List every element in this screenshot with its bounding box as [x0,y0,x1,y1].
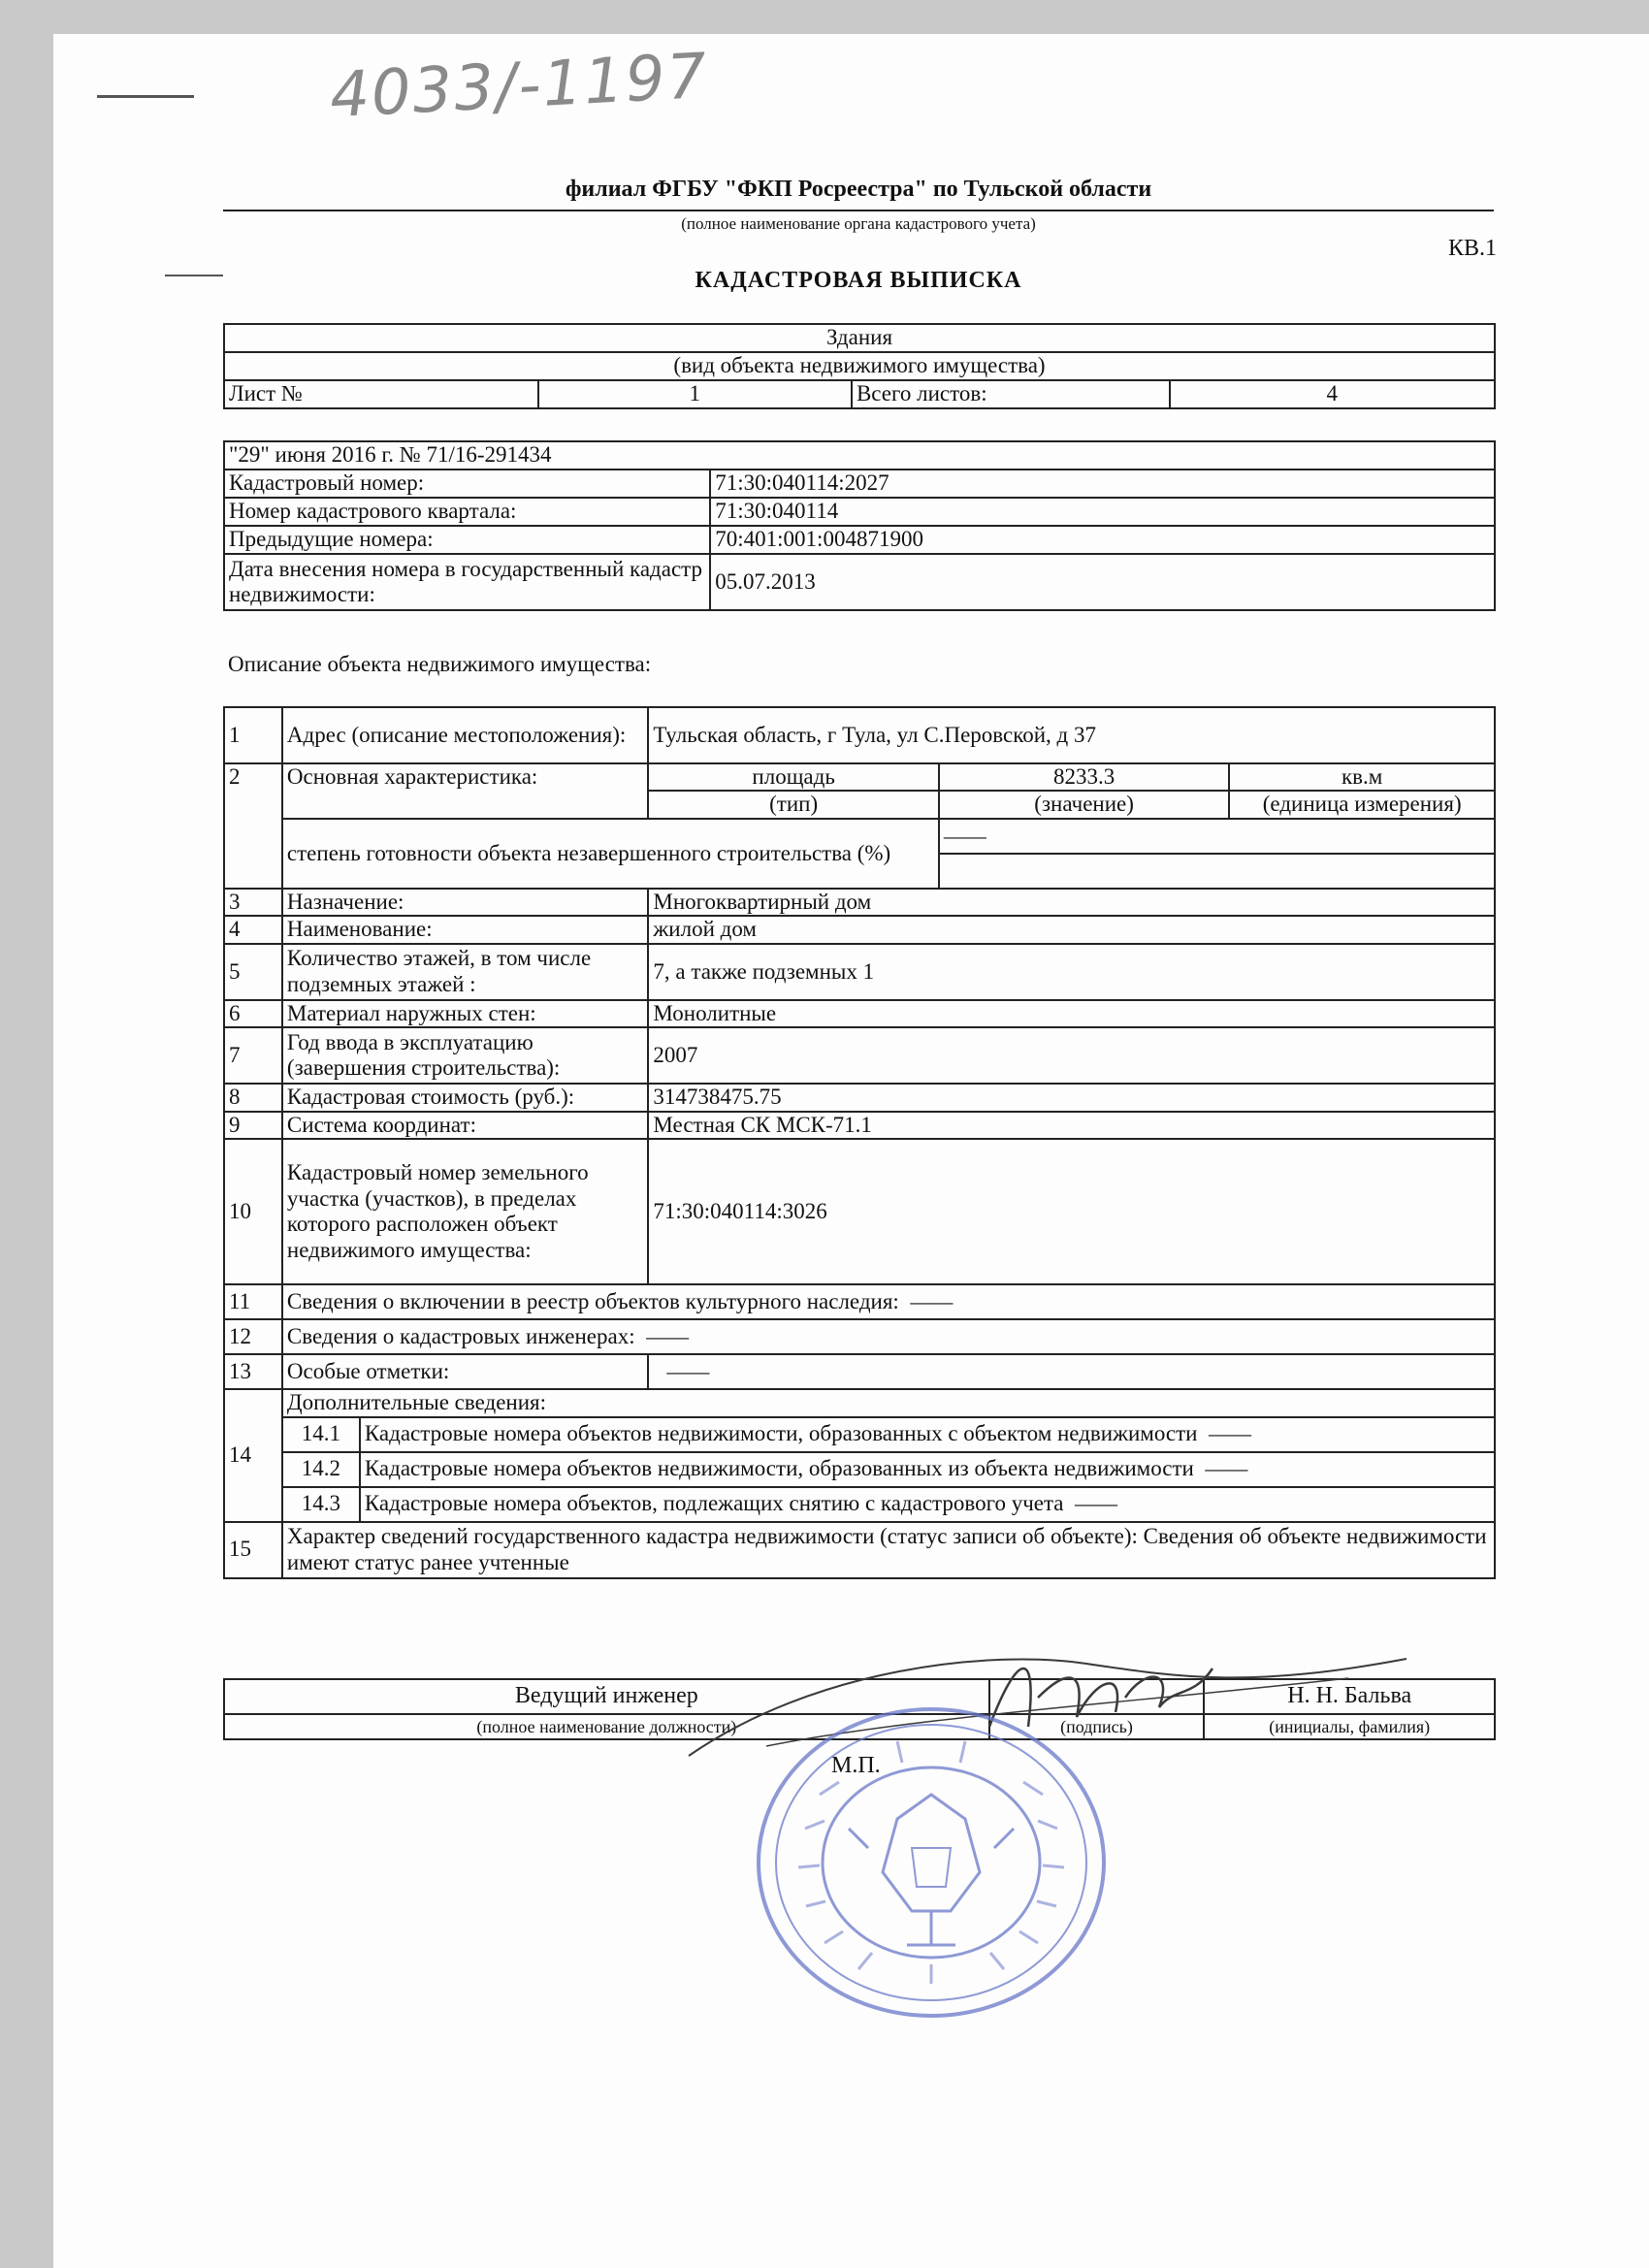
description-heading: Описание объекта недвижимого имущества: [228,652,652,676]
characteristic-value: 8233.3 [939,763,1230,791]
row-label: Кадастровые номера объектов недвижимости, образованных из объекта недвижимости [364,1456,1194,1481]
row-number: 15 [224,1522,282,1578]
row-label: Дата внесения номера в государственный кадастр недвижимости: [224,554,710,610]
readiness-value: —— [939,819,1495,854]
page-title: КАДАСТРОВАЯ ВЫПИСКА [695,268,1022,293]
sheet-label: Лист № [224,380,538,408]
signature-hint: (подпись) [989,1714,1205,1739]
record-status: Характер сведений государственного кадастра недвижимости (статус записи об объекте): Сведения об объекте недвижимости имеют статус ранее учтенные [282,1522,1495,1578]
total-sheets-label: Всего листов: [852,380,1170,408]
empty-cell [939,854,1495,889]
land-plot-number: 71:30:040114:3026 [648,1139,1495,1284]
row-label: Назначение: [282,889,648,916]
name-hint: (инициалы, фамилия) [1204,1714,1495,1739]
row-label: Кадастровые номера объектов недвижимости, образованных с объектом недвижимости [364,1421,1198,1446]
engineers-value: —— [646,1323,690,1348]
year-value: 2007 [648,1027,1495,1084]
object-kind-table [223,323,1496,409]
description-table [223,706,1496,1579]
sub-row-number: 14.1 [282,1417,360,1452]
row-label: Кадастровая стоимость (руб.): [282,1084,648,1111]
special-notes-value: —— [648,1354,1495,1389]
table-row [224,1112,1495,1139]
extract-date-number: "29" июня 2016 г. № 71/16-291434 [224,441,1495,470]
table-row [224,707,1495,763]
table-row [224,1389,1495,1416]
row-number: 14 [224,1389,282,1521]
row-label: Наименование: [282,916,648,943]
row-label: Год ввода в эксплуатацию (завершения строительства): [282,1027,648,1084]
table-row [224,1319,1495,1354]
table-row [224,526,1495,554]
row-number: 3 [224,889,282,916]
handwritten-note: 4033/-1197 [328,40,711,133]
cadastral-number: 71:30:040114:2027 [710,470,1495,498]
table-row [224,916,1495,943]
table-row [224,1139,1495,1284]
row-label: Материал наружных стен: [282,1000,648,1027]
quarter-number: 71:30:040114 [710,498,1495,526]
object-kind-hint: (вид объекта недвижимого имущества) [224,352,1495,380]
row-label: Особые отметки: [282,1354,648,1389]
value-hint: (значение) [939,791,1230,818]
official-name: Н. Н. Бальва [1204,1679,1495,1714]
row-number: 13 [224,1354,282,1389]
row-number: 2 [224,763,282,889]
row-number: 8 [224,1084,282,1111]
sub-row-number: 14.3 [282,1487,360,1522]
table-row [224,1000,1495,1027]
table-row [224,1354,1495,1389]
row-label: Кадастровый номер земельного участка (участков), в пределах которого расположен объект недвижимого имущества: [282,1139,648,1284]
row-number: 6 [224,1000,282,1027]
table-row [224,763,1495,791]
characteristic-unit: кв.м [1229,763,1495,791]
row-number: 10 [224,1139,282,1284]
stamp-place-label: М.П. [831,1753,881,1778]
row-label: Дополнительные сведения: [282,1389,1495,1416]
table-row [224,1084,1495,1111]
form-code: КВ.1 [1447,236,1497,261]
readiness-label: степень готовности объекта незавершенного строительства (%) [282,819,939,889]
purpose-value: Многоквартирный дом [648,889,1495,916]
floors-value: 7, а также подземных 1 [648,944,1495,1000]
sub-row-value: —— [1075,1491,1118,1516]
row-label: Номер кадастрового квартала: [224,498,710,526]
sheet-number: 1 [538,380,852,408]
row-number: 7 [224,1027,282,1084]
table-row [224,889,1495,916]
cadastral-value: 314738475.75 [648,1084,1495,1111]
row-number: 1 [224,707,282,763]
object-kind-value: Здания [224,324,1495,352]
organization-name: филиал ФГБУ "ФКП Росреестра" по Тульской области [565,177,1152,202]
table-row [224,554,1495,610]
row-number: 5 [224,944,282,1000]
table-row [224,819,1495,854]
row-number: 9 [224,1112,282,1139]
row-label: Предыдущие номера: [224,526,710,554]
previous-numbers: 70:401:001:004871900 [710,526,1495,554]
sub-row-number: 14.2 [282,1452,360,1487]
table-row [224,1522,1495,1578]
sub-row-value: —— [1208,1421,1251,1446]
total-sheets-value: 4 [1170,380,1495,408]
table-row [224,1487,1495,1522]
position-value: Ведущий инженер [224,1679,989,1714]
position-hint: (полное наименование должности) [224,1714,989,1739]
sub-row-value: —— [1205,1456,1248,1481]
name-value: жилой дом [648,916,1495,943]
row-label: Кадастровые номера объектов, подлежащих снятию с кадастрового учета [364,1491,1064,1516]
row-number: 4 [224,916,282,943]
coordinate-system-value: Местная СК МСК-71.1 [648,1112,1495,1139]
heritage-value: —— [910,1288,954,1313]
row-label: Кадастровый номер: [224,470,710,498]
table-row [224,1417,1495,1452]
table-row [224,470,1495,498]
unit-hint: (единица измерения) [1229,791,1495,818]
row-label: Адрес (описание местоположения): [282,707,648,763]
table-row [224,944,1495,1000]
organization-hint: (полное наименование органа кадастрового учета) [681,214,1036,233]
table-row [224,498,1495,526]
type-hint: (тип) [648,791,938,818]
row-label: Система координат: [282,1112,648,1139]
row-label: Количество этажей, в том числе подземных этажей : [282,944,648,1000]
table-row [224,1027,1495,1084]
registration-date: 05.07.2013 [710,554,1495,610]
row-number: 11 [224,1284,282,1319]
characteristic-type: площадь [648,763,938,791]
row-label: Сведения о кадастровых инженерах: [286,1323,635,1348]
table-row [224,1452,1495,1487]
row-number: 12 [224,1319,282,1354]
wall-material-value: Монолитные [648,1000,1495,1027]
registration-table [223,440,1496,611]
official-seal [752,1702,1111,2023]
address-value: Тульская область, г Тула, ул С.Перовской, д 37 [648,707,1495,763]
row-label: Основная характеристика: [282,763,648,819]
divider [223,210,1494,211]
scan-mark [97,95,194,98]
scan-mark [165,275,223,276]
row-label: Сведения о включении в реестр объектов культурного наследия: [286,1288,899,1313]
table-row [224,1284,1495,1319]
